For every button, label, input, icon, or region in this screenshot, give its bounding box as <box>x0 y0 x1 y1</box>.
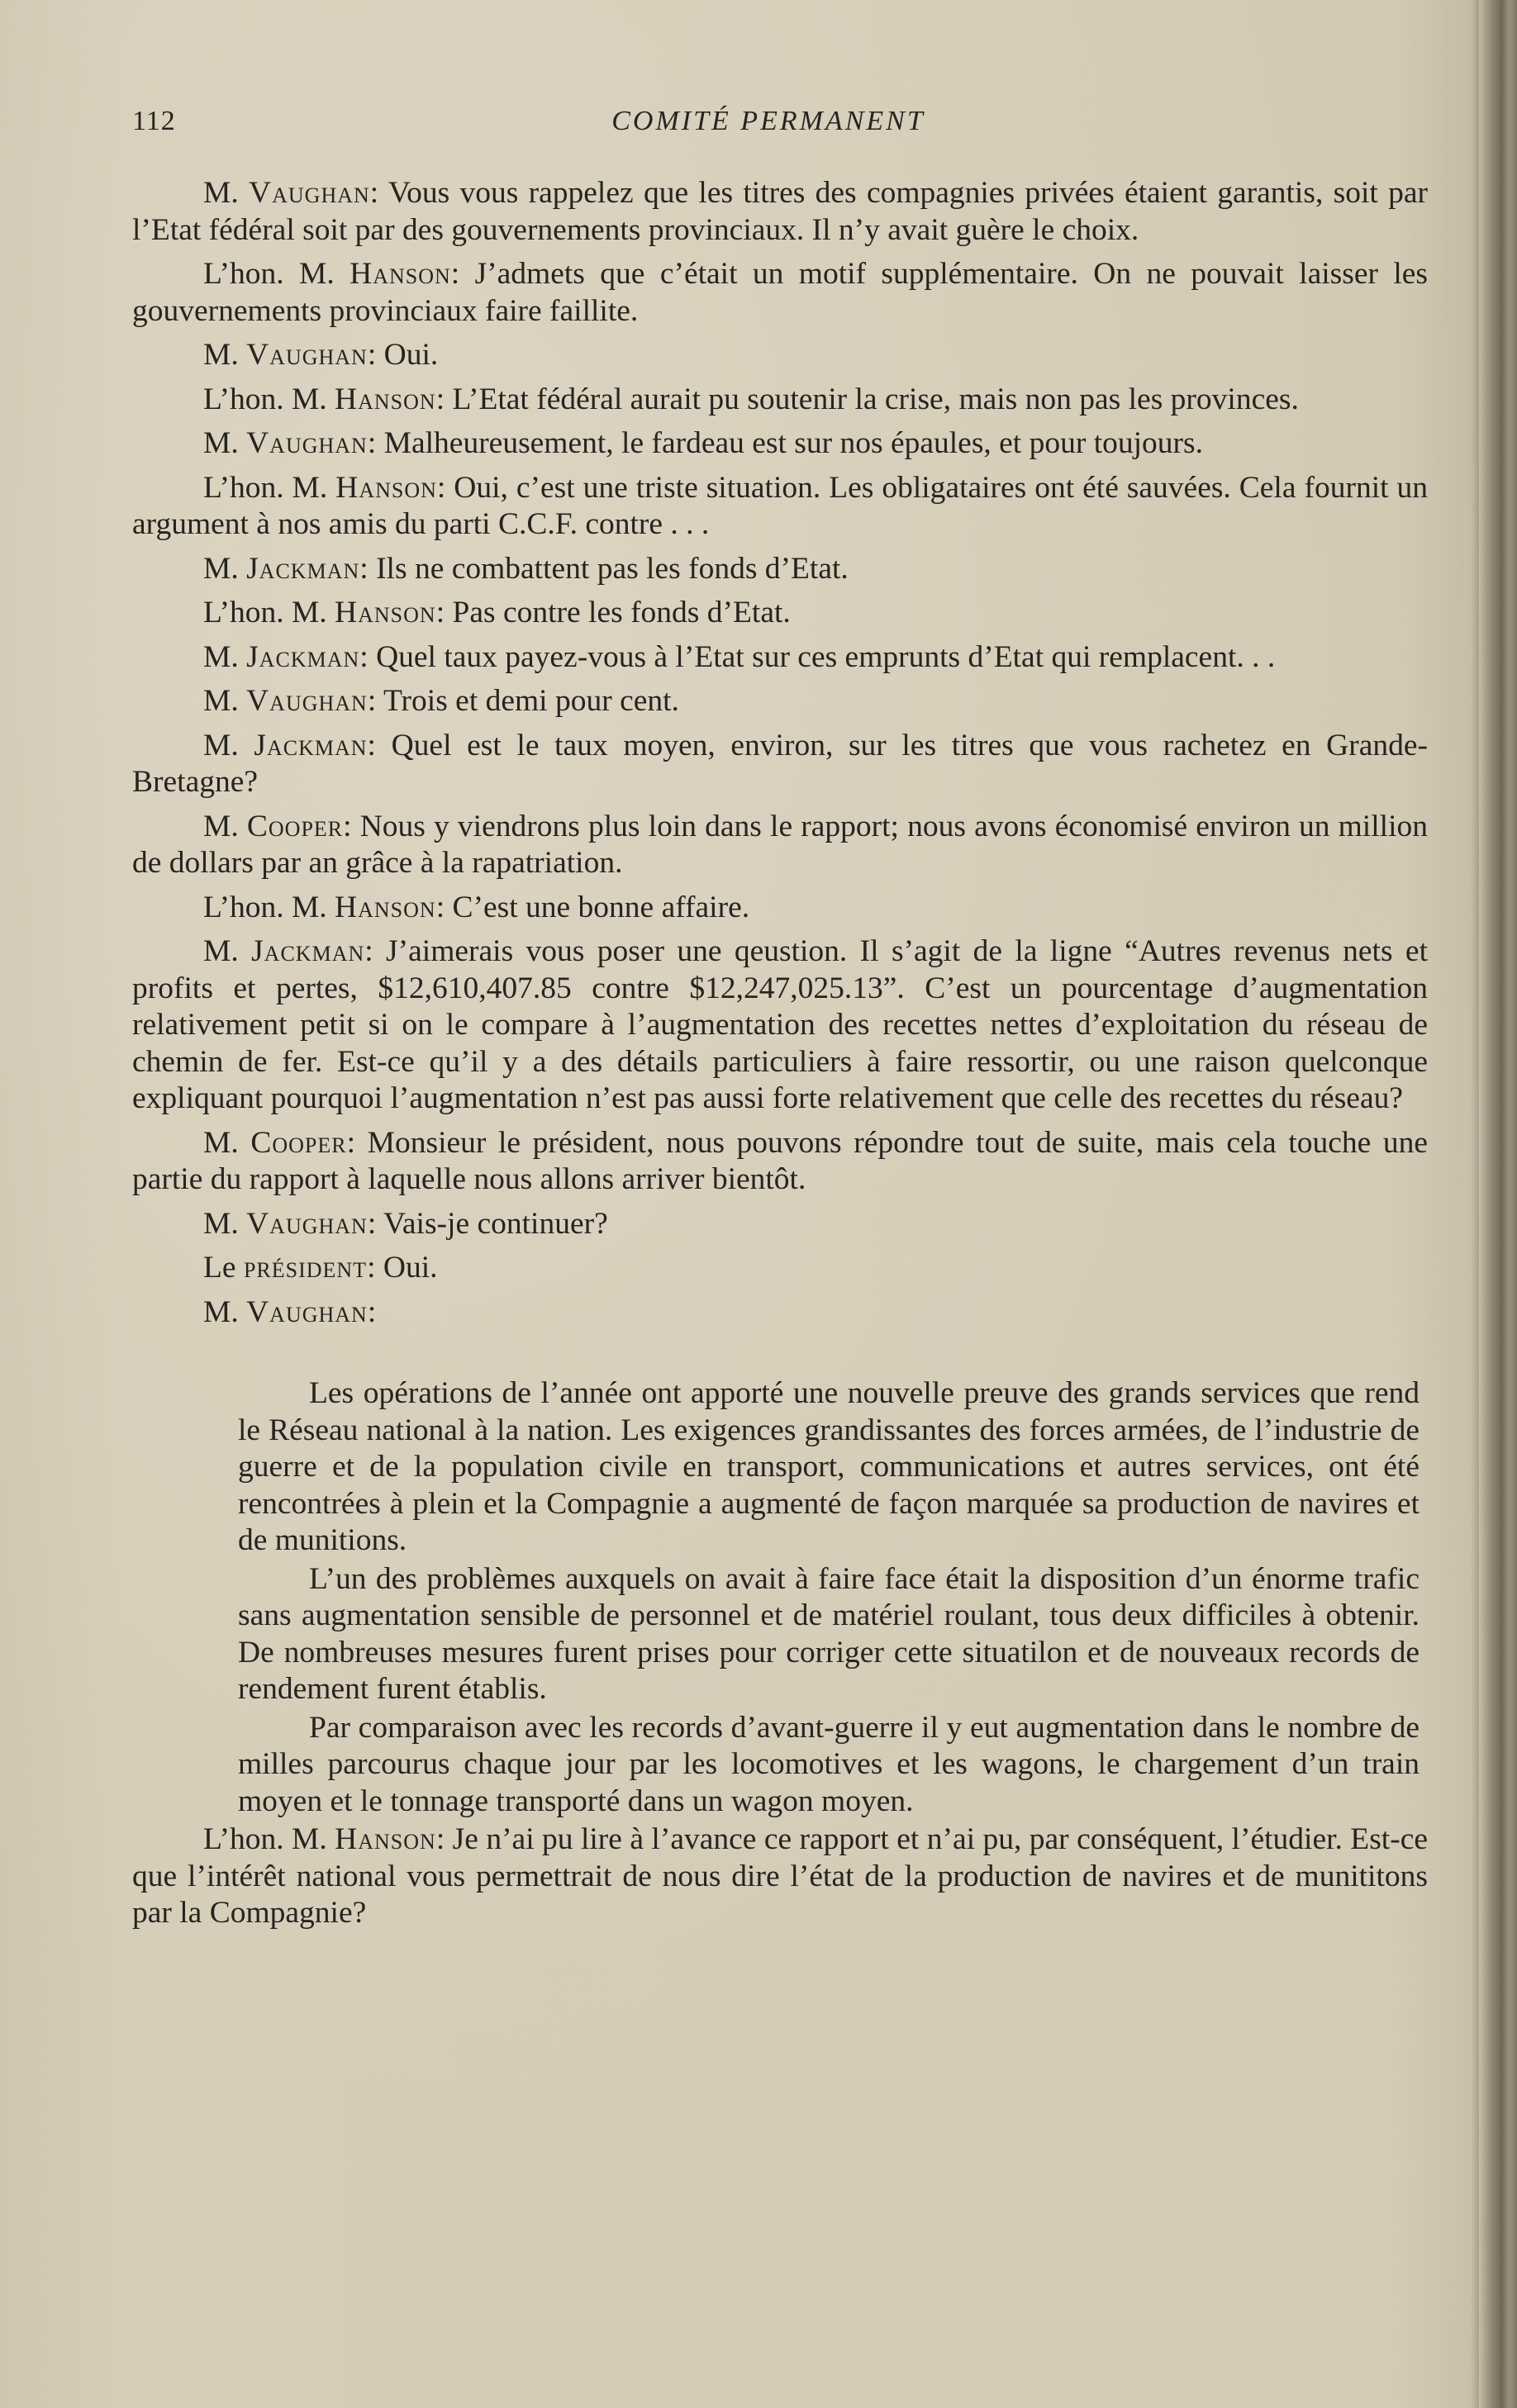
speaker-name: Vaughan <box>246 684 368 718</box>
speaker-separator: : <box>367 1206 377 1241</box>
dialogue-paragraph <box>132 1125 1428 1199</box>
dialogue-paragraph <box>132 425 1428 463</box>
page-edge <box>1479 0 1517 2408</box>
speaker-prefix: M. <box>203 1125 239 1160</box>
speaker-separator: : <box>435 382 445 416</box>
speaker-name: président <box>243 1251 368 1285</box>
speech-text: Malheureusement, le fardeau est sur nos épaules, et pour toujours. <box>376 426 1204 460</box>
speaker-prefix: M. <box>203 1294 239 1329</box>
speech-text: Ils ne combattent pas les fonds d’Etat. <box>368 551 849 586</box>
speaker-name: Jackman <box>246 551 360 586</box>
speaker-prefix: M. <box>203 639 239 674</box>
speaker-separator: : <box>435 1822 445 1856</box>
speaker-separator: : <box>364 934 373 968</box>
running-title: COMITÉ PERMANENT <box>611 106 925 136</box>
speech-text: J’admets que c’était un motif supplémentaire. On ne pouvait laisser les gouvernements provinciaux faire faillite. <box>132 257 1429 328</box>
speaker-name: Jackman <box>254 728 368 762</box>
speaker-prefix: M. <box>203 809 239 843</box>
speaker-prefix: L’hon. M. <box>203 382 327 416</box>
speech-text: Je n’ai pu lire à l’avance ce rapport et n’ai pu, par conséquent, l’étudier. Est-ce que l’intérêt national vous permettrait de nous dire l’état de la production de navires et de munititons par la Compagnie? <box>132 1822 1429 1930</box>
dialogue-paragraph <box>132 337 1428 374</box>
speaker-separator: : <box>343 809 352 843</box>
speaker-name: Hanson <box>335 382 436 416</box>
speech-text: Quel est le taux moyen, environ, sur les titres que vous rachetez en Grande-Bretagne? <box>132 728 1428 799</box>
dialogue-paragraph <box>132 551 1428 588</box>
speaker-prefix: L’hon. M. <box>203 470 328 505</box>
dialogue-paragraph <box>132 683 1428 720</box>
speaker-name: Jackman <box>251 934 365 968</box>
speaker-separator: : <box>367 338 377 372</box>
dialogue-paragraph <box>132 809 1428 882</box>
dialogue-paragraph <box>132 595 1428 632</box>
speech-text: Vais-je continuer? <box>376 1206 608 1241</box>
speaker-name: Vaughan <box>246 1206 368 1241</box>
speaker-prefix: L’hon. M. <box>203 596 327 629</box>
dialogue-paragraph <box>132 1250 1428 1287</box>
dialogue-paragraph <box>132 1821 1428 1932</box>
speaker-prefix: M. <box>203 551 239 586</box>
speaker-prefix: L’hon. M. <box>203 1822 327 1856</box>
speaker-name: Hanson <box>335 596 436 629</box>
dialogue-paragraph <box>132 933 1428 1118</box>
dialogue-paragraph <box>132 1294 1428 1332</box>
speech-text: Nous y viendrons plus loin dans le rapport; nous avons économisé environ un million de dollars par an grâce à la rapatriation. <box>132 809 1428 880</box>
speech-text: Pas contre les fonds d’Etat. <box>445 596 791 629</box>
speaker-separator: : <box>359 639 369 674</box>
speaker-separator: : <box>450 257 460 291</box>
speech-text: Quel taux payez-vous à l’Etat sur ces emprunts d’Etat qui remplacent. . . <box>368 639 1276 674</box>
dialogue-paragraph <box>132 728 1428 801</box>
speaker-name: Cooper <box>250 1125 347 1160</box>
speaker-name: Hanson <box>335 470 437 505</box>
speaker-separator: : <box>369 176 379 210</box>
speaker-prefix: M. <box>203 338 239 372</box>
speaker-separator: : <box>367 1294 377 1329</box>
speaker-separator: : <box>359 551 369 586</box>
speech-text: Oui, c’est une triste situation. Les obligataires ont été sauvées. Cela fournit un argument à nos amis du parti C.C.F. contre . . . <box>132 470 1428 541</box>
speaker-prefix: L’hon. M. <box>203 890 327 924</box>
speaker-name: Jackman <box>246 639 360 674</box>
speaker-prefix: M. <box>203 684 239 718</box>
speaker-separator: : <box>367 1251 376 1285</box>
speech-text: Monsieur le président, nous pouvons répondre tout de suite, mais cela touche une partie du rapport à laquelle nous allons arriver bientôt. <box>132 1125 1429 1196</box>
dialogue-paragraph <box>132 382 1428 419</box>
dialogue-paragraph <box>132 470 1428 544</box>
speaker-name: Hanson <box>350 257 451 291</box>
speaker-prefix: Le <box>203 1251 236 1285</box>
speech-text: L’Etat fédéral aurait pu soutenir la crise, mais non pas les provinces. <box>445 382 1299 416</box>
speech-text: J’aimerais vous poser une qeustion. Il s’agit de la ligne “Autres revenus nets et profits et pertes, $12,610,407.85 contre $12,247,025.13”. C’est un pourcentage d’augmentation relativement petit si on le compare à l’augmentation des recettes nettes d’exploitation du réseau de chemin de fer. Est-ce qu’il y a des détails particuliers à faire ressortir, ou une raison quelconque expliquant pourquoi l’augmentation n’est pas aussi forte relativement que celle des recettes du réseau? <box>132 934 1428 1115</box>
running-head <box>132 106 1429 147</box>
speaker-separator: : <box>435 596 445 629</box>
speaker-separator: : <box>346 1125 356 1160</box>
page-number: 112 <box>132 106 176 136</box>
speaker-name: Vaughan <box>246 1294 368 1329</box>
dialogue-paragraph <box>132 639 1428 677</box>
page-edge-shadow <box>1471 0 1479 2408</box>
speaker-name: Vaughan <box>246 426 368 460</box>
speaker-name: Vaughan <box>246 338 368 372</box>
speaker-separator: : <box>367 684 377 718</box>
speech-text: Oui. <box>375 1251 438 1285</box>
speech-text: Oui. <box>376 338 439 372</box>
speech-text: Trois et demi pour cent. <box>376 684 679 718</box>
report-quote <box>238 1375 1420 1820</box>
speaker-prefix: M. <box>203 1206 239 1241</box>
speaker-prefix: M. <box>203 934 239 968</box>
report-paragraph: Par comparaison avec les records d’avant-guerre il y eut augmentation dans le nombre de milles parcourus chaque jour par les locomotives et les wagons, le chargement d’un train moyen et le tonnage transporté dans un wagon moyen. <box>238 1710 1420 1818</box>
speech-text: C’est une bonne affaire. <box>445 890 750 924</box>
dialogue-paragraph <box>132 890 1428 927</box>
speaker-separator: : <box>367 728 376 762</box>
speaker-name: Hanson <box>335 890 436 924</box>
dialogue-paragraph <box>132 1206 1428 1243</box>
report-paragraph: Les opérations de l’année ont apporté une nouvelle preuve des grands services que rend le Réseau national à la nation. Les exigences grandissantes des forces armées, de l’industrie de guerre et de la population civile en transport, communications et autres services, ont été rencontrées à plein et la Compagnie a augmenté de façon marquée sa production de navires et de munitions. <box>238 1376 1420 1557</box>
speaker-name: Hanson <box>335 1822 436 1856</box>
speaker-prefix: L’hon. M. <box>203 257 335 291</box>
speech-text: Vous vous rappelez que les titres des compagnies privées étaient garantis, soit par l’Etat fédéral soit par des gouvernements provinciaux. Il n’y avait guère le choix. <box>132 176 1428 247</box>
speaker-prefix: M. <box>203 426 239 460</box>
speaker-separator: : <box>436 470 446 505</box>
speaker-prefix: M. <box>203 728 239 762</box>
dialogue-paragraph <box>132 256 1428 330</box>
report-paragraph: L’un des problèmes auxquels on avait à faire face était la disposition d’un énorme trafic sans augmentation sensible de personnel et de matériel roulant, tous deux difficiles à obtenir. De nombreuses mesures furent prises pour corriger cette situatilon et de nouveaux records de rendement furent établis. <box>238 1561 1420 1706</box>
speaker-name: Cooper <box>246 809 344 843</box>
body-text <box>132 175 1428 1940</box>
speaker-separator: : <box>435 890 445 924</box>
dialogue-paragraph <box>132 175 1428 249</box>
speaker-prefix: M. <box>203 176 239 210</box>
speaker-separator: : <box>367 426 377 460</box>
speaker-name: Vaughan <box>249 176 370 210</box>
